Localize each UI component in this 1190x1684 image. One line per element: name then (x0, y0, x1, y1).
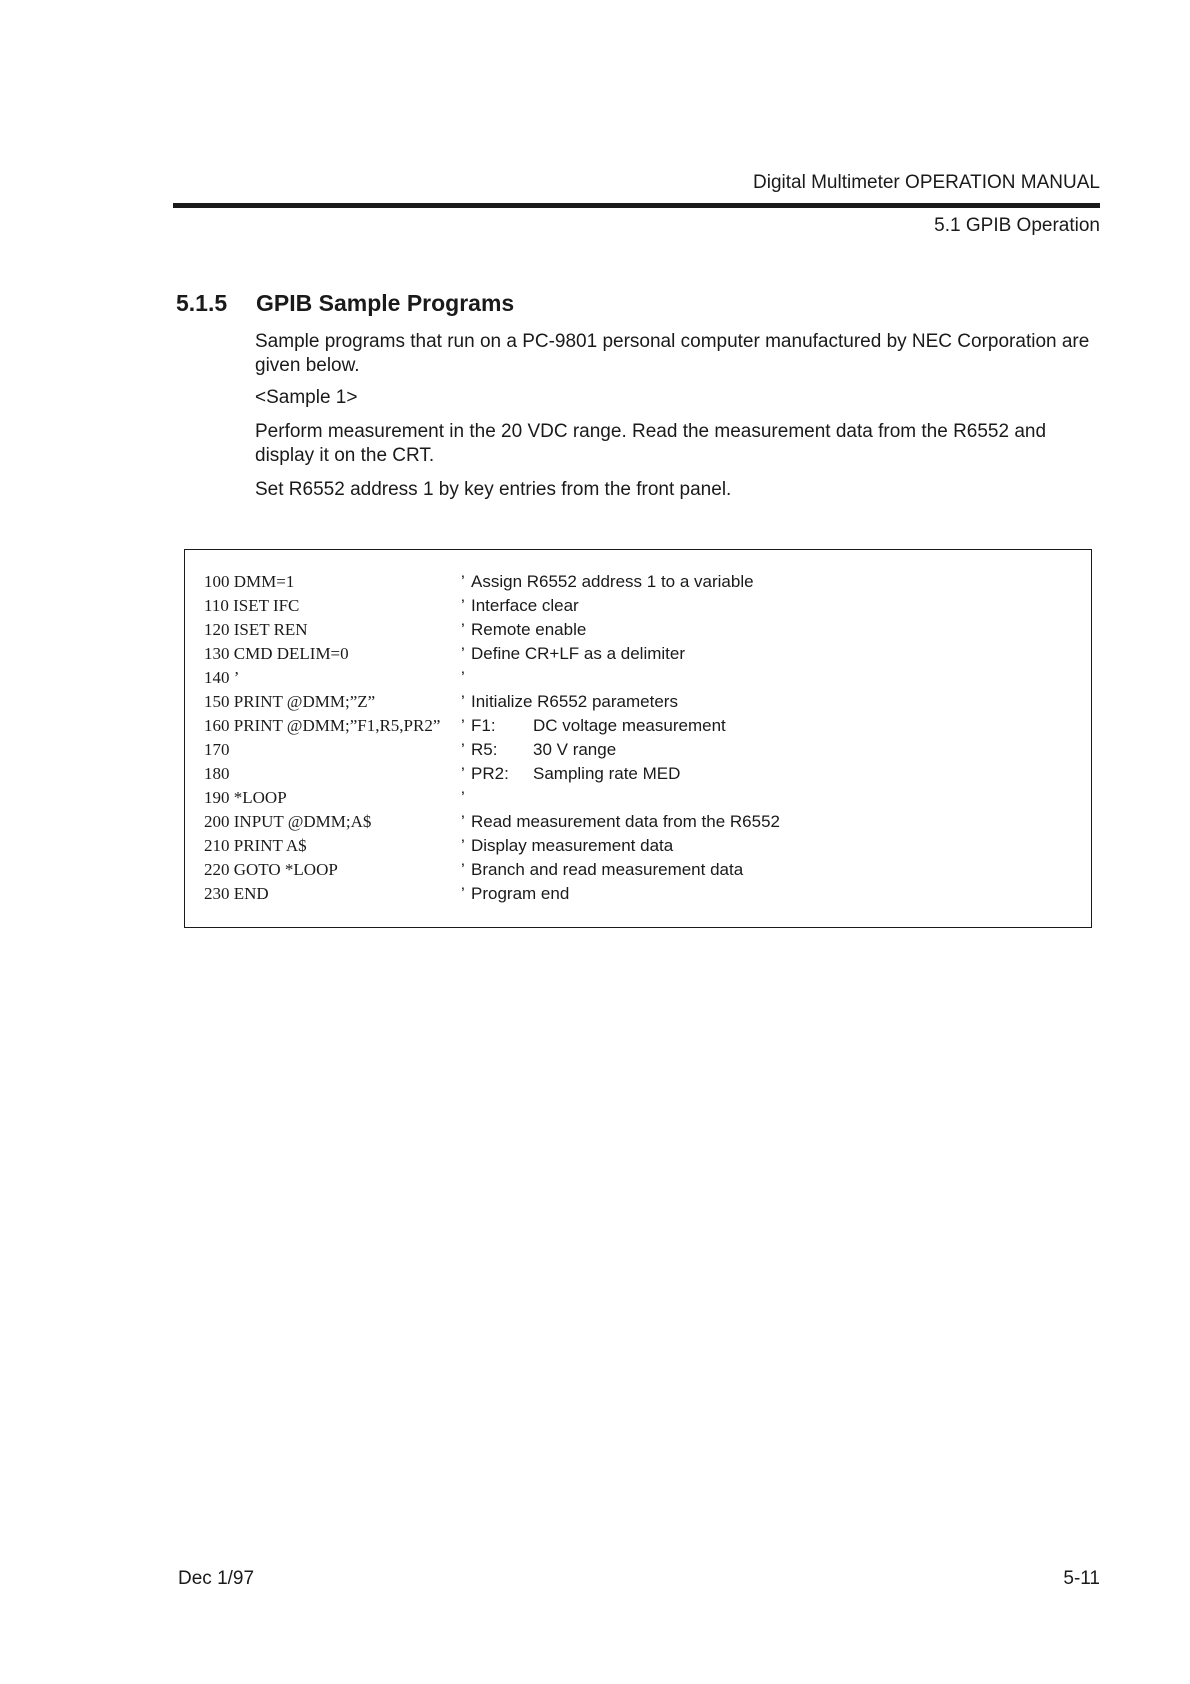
program-comment (461, 762, 680, 786)
program-comment-text: Sampling rate MED (533, 764, 681, 783)
program-comment-text: 30 V range (533, 740, 617, 759)
program-code: 130 CMD DELIM=0 (204, 644, 349, 663)
comment-mark: ’ (461, 884, 465, 903)
program-code: 200 INPUT @DMM;A$ (204, 812, 372, 831)
footer-date: Dec 1/97 (178, 1568, 255, 1589)
program-comment (461, 570, 754, 594)
header-rule (173, 203, 1100, 208)
program-code: 120 ISET REN (204, 620, 308, 639)
program-comment (461, 690, 678, 714)
sample-description: Perform measurement in the 20 VDC range. Read the measurement data from the R6552 and display it on the CRT. (255, 421, 1047, 466)
comment-mark: ’ (461, 860, 465, 879)
program-line (204, 762, 1064, 786)
page-number: 5-11 (1063, 1568, 1100, 1589)
comment-mark: ’ (461, 692, 465, 711)
program-comment (461, 714, 726, 738)
program-code: 230 END (204, 884, 269, 903)
comment-mark: ’ (461, 764, 465, 783)
comment-mark: ’ (461, 620, 465, 639)
comment-mark: ’ (461, 572, 465, 591)
program-line (204, 738, 1064, 762)
program-code: 170 (204, 740, 230, 759)
program-listing-box (184, 549, 1092, 928)
program-comment-text: Read measurement data from the R6552 (471, 812, 781, 831)
program-code: 210 PRINT A$ (204, 836, 307, 855)
program-comment (461, 618, 586, 642)
running-header-section: 5.1 GPIB Operation (934, 215, 1100, 236)
program-comment-text: Branch and read measurement data (471, 860, 744, 879)
program-line (204, 642, 1064, 666)
program-code: 160 PRINT @DMM;”F1,R5,PR2” (204, 716, 441, 735)
program-code: 220 GOTO *LOOP (204, 860, 338, 879)
program-line (204, 858, 1064, 882)
program-line (204, 714, 1064, 738)
sample-label: <Sample 1> (255, 387, 358, 408)
program-line (204, 882, 1064, 906)
program-code: 150 PRINT @DMM;”Z” (204, 692, 376, 711)
program-line (204, 810, 1064, 834)
program-comment-text: Display measurement data (471, 836, 674, 855)
comment-mark: ’ (461, 644, 465, 663)
comment-mark: ’ (461, 788, 465, 807)
program-comment (461, 858, 743, 882)
running-header-title: Digital Multimeter OPERATION MANUAL (753, 172, 1100, 193)
program-comment (461, 786, 471, 810)
program-code: 100 DMM=1 (204, 572, 295, 591)
program-comment (461, 594, 579, 618)
program-line (204, 594, 1064, 618)
section-title: GPIB Sample Programs (256, 290, 515, 316)
comment-mark: ’ (461, 812, 465, 831)
program-comment-text: Interface clear (471, 596, 579, 615)
comment-mark: ’ (461, 716, 465, 735)
program-comment (461, 882, 569, 906)
program-comment (461, 642, 685, 666)
address-instruction: Set R6552 address 1 by key entries from the front panel. (255, 479, 732, 500)
program-line (204, 834, 1064, 858)
program-comment-text: Remote enable (471, 620, 587, 639)
program-line (204, 570, 1064, 594)
program-comment-text: DC voltage measurement (533, 716, 726, 735)
program-parameter: R5: (471, 740, 498, 759)
program-line (204, 618, 1064, 642)
program-comment-text: Define CR+LF as a delimiter (471, 644, 686, 663)
program-line (204, 666, 1064, 690)
program-comment (461, 738, 616, 762)
program-code: 190 *LOOP (204, 788, 287, 807)
program-comment-text: Initialize R6552 parameters (471, 692, 678, 711)
section-number: 5.1.5 (176, 290, 228, 316)
program-comment (461, 810, 780, 834)
program-parameter: F1: (471, 716, 496, 735)
comment-mark: ’ (461, 740, 465, 759)
program-code: 110 ISET IFC (204, 596, 300, 615)
program-code: 140 ’ (204, 668, 240, 687)
program-line (204, 690, 1064, 714)
program-parameter: PR2: (471, 764, 509, 783)
section-heading (176, 290, 514, 317)
program-listing (204, 570, 1064, 906)
program-comment (461, 834, 673, 858)
comment-mark: ’ (461, 836, 465, 855)
program-line (204, 786, 1064, 810)
comment-mark: ’ (461, 668, 465, 687)
comment-mark: ’ (461, 596, 465, 615)
program-comment (461, 666, 471, 690)
program-code: 180 (204, 764, 230, 783)
intro-paragraph: Sample programs that run on a PC-9801 personal computer manufactured by NEC Corporation are given below. (255, 331, 1090, 376)
program-comment-text: Program end (471, 884, 570, 903)
program-comment-text: Assign R6552 address 1 to a variable (471, 572, 754, 591)
